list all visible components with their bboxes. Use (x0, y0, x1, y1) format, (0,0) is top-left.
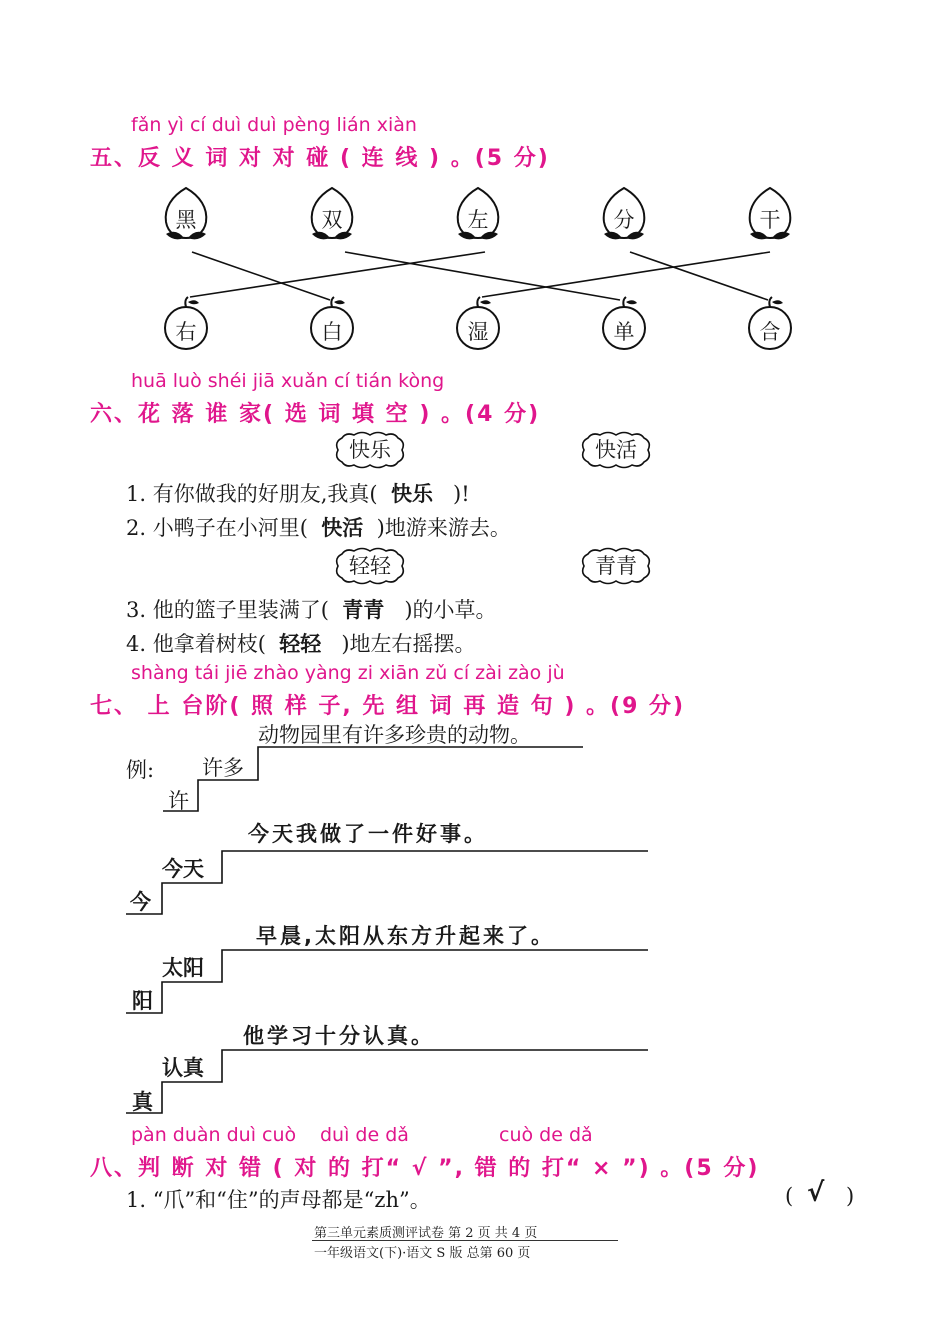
bottom-word: 右 (175, 320, 197, 344)
example-label: 例: (126, 758, 155, 782)
step2-sentence: 早晨,太阳从东方升起来了。 (256, 924, 555, 948)
step2-word: 太阳 (162, 956, 204, 980)
top-word: 双 (321, 208, 343, 232)
example-char: 许 (168, 789, 189, 813)
judge-paren-open: ( (785, 1184, 794, 1208)
answer: 快乐 (390, 482, 433, 506)
stairs-2 (126, 950, 648, 1013)
stairs-3 (126, 1050, 648, 1113)
cloud-word: 轻轻 (349, 554, 391, 578)
judge-item-1: 1. “爪”和“住”的声母都是“zh”。 (126, 1188, 431, 1212)
section7-pinyin: shàng tái jiē zhào yàng zi xiān zǔ cí zài zào jù (131, 662, 565, 684)
section8-heading: 八、判 断 对 错 ( 对 的 打“ √ ”, 错 的 打“ × ”) 。(5 分) (90, 1156, 760, 1181)
section8-pinyin-c: cuò de dǎ (499, 1124, 593, 1146)
example-word: 许多 (202, 756, 244, 780)
top-word: 干 (759, 208, 781, 232)
bottom-word: 合 (759, 320, 781, 344)
answer: 轻轻 (279, 632, 322, 656)
example-sentence: 动物园里有许多珍贵的动物。 (258, 723, 531, 747)
step1-word: 今天 (162, 857, 204, 881)
top-word: 黑 (175, 208, 197, 232)
cloud-word: 快乐 (349, 438, 391, 462)
section6-heading: 六、花 落 谁 家( 选 词 填 空 ) 。(4 分) (90, 402, 541, 427)
cloud-word: 快活 (595, 438, 637, 462)
fill-item-3: 3. 他的篮子里装满了( 青青 )的小草。 (126, 598, 497, 622)
bottom-word: 湿 (467, 320, 489, 344)
step1-char: 今 (130, 890, 151, 914)
section8-pinyin-a: pàn duàn duì cuò (131, 1124, 297, 1146)
section6-pinyin: huā luò shéi jiā xuǎn cí tián kòng (131, 370, 445, 392)
step3-sentence: 他学习十分认真。 (243, 1024, 435, 1048)
step2-char: 阳 (132, 989, 153, 1013)
answer: 快活 (321, 516, 364, 540)
fill-item-4: 4. 他拿着树枝( 轻轻 )地左右摇摆。 (126, 632, 476, 656)
check-mark-icon: √ (807, 1178, 825, 1208)
fill-item-2: 2. 小鸭子在小河里( 快活 )地游来游去。 (126, 516, 511, 540)
cloud-word: 青青 (595, 554, 637, 578)
top-word: 分 (613, 208, 635, 232)
step3-char: 真 (132, 1090, 153, 1114)
section7-heading: 七、 上 台阶( 照 样 子, 先 组 词 再 造 句 ) 。(9 分) (90, 694, 686, 719)
top-word: 左 (467, 208, 489, 232)
section5-pinyin: fǎn yì cí duì duì pèng lián xiàn (131, 114, 417, 136)
bottom-word: 单 (613, 320, 635, 344)
footer-line1: 第三单元素质测评试卷 第 2 页 共 4 页 (314, 1226, 538, 1241)
answer: 青青 (342, 598, 385, 622)
fill-item-1: 1. 有你做我的好朋友,我真( 快乐 )! (126, 482, 470, 506)
step3-word: 认真 (162, 1056, 204, 1080)
section8-pinyin-b: duì de dǎ (320, 1124, 409, 1146)
judge-paren-close: ) (846, 1184, 855, 1208)
footer-line2: 一年级语文(下)·语文 S 版 总第 60 页 (314, 1246, 531, 1261)
bottom-word: 白 (321, 320, 343, 344)
section5-heading: 五、反 义 词 对 对 碰 ( 连 线 ) 。(5 分) (90, 146, 550, 171)
stairs-1 (126, 851, 648, 914)
step1-sentence: 今天我做了一件好事。 (248, 822, 488, 846)
